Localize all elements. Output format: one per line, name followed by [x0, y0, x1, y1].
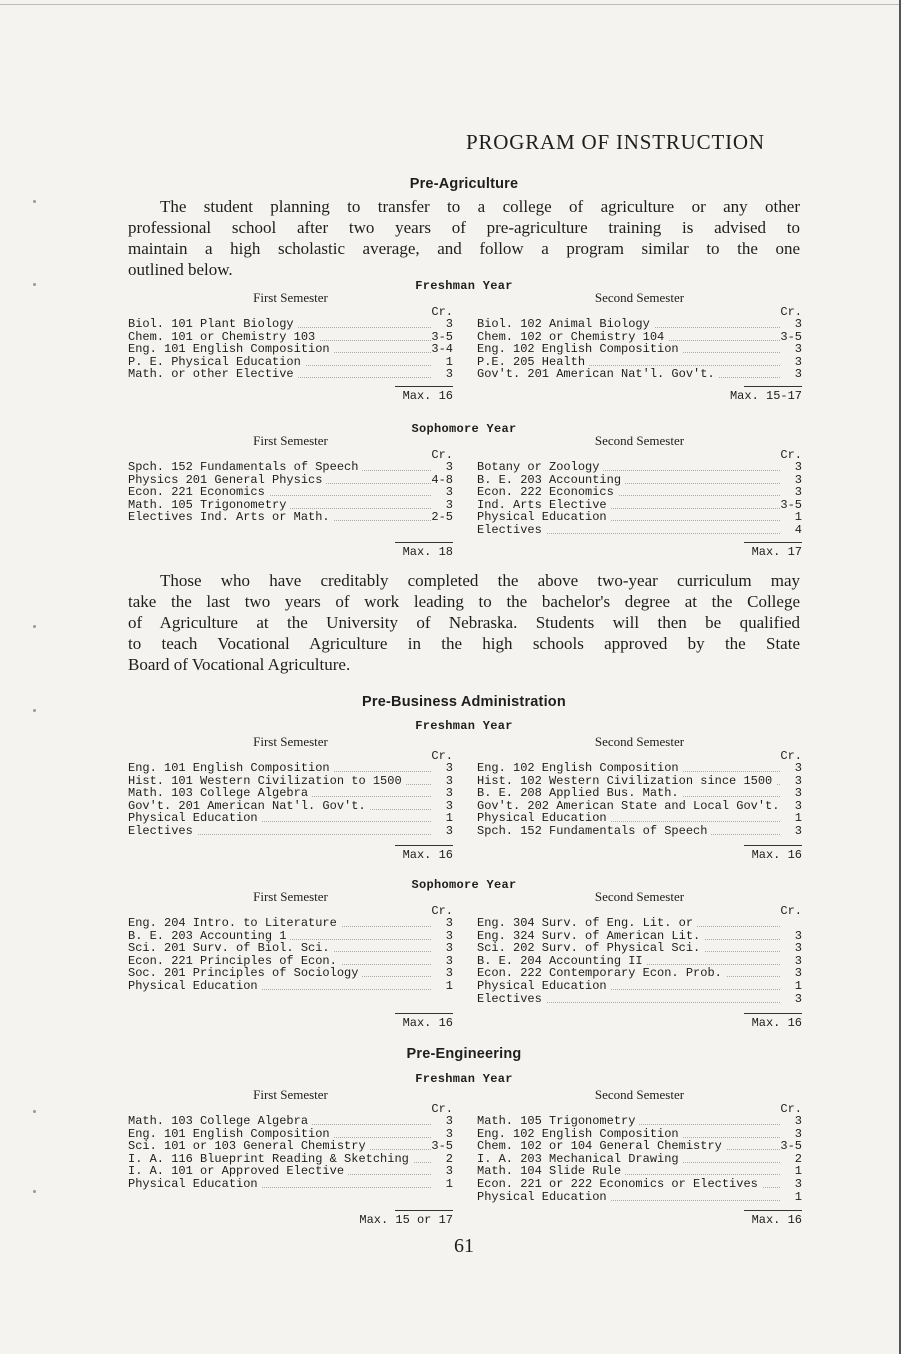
- course-name: Chem. 102 or 104 General Chemistry: [477, 1140, 726, 1153]
- course-name: Math. or other Elective: [128, 368, 298, 381]
- course-name: Gov't. 201 American Nat'l. Gov't.: [128, 800, 370, 813]
- course-name: Spch. 152 Fundamentals of Speech: [477, 825, 711, 838]
- course-name: Physical Education: [477, 812, 611, 825]
- course-name: Gov't. 202 American State and Local Gov't.: [477, 800, 783, 813]
- course-credits: 3: [794, 966, 802, 981]
- course-row: [128, 511, 453, 524]
- semester-heading: Second Semester: [594, 734, 685, 749]
- course-row: [128, 461, 453, 474]
- semester-block: [128, 891, 453, 1033]
- course-name: Eng. 101 English Composition: [128, 762, 334, 775]
- year-heading: Freshman Year: [415, 1072, 513, 1086]
- course-credits: 3: [445, 1114, 453, 1128]
- course-credits: 2: [445, 1151, 453, 1166]
- course-credits: 3: [445, 798, 453, 813]
- course-credits: 3-5: [780, 1139, 802, 1154]
- course-credits: 1: [445, 1176, 453, 1191]
- scan-speck: [33, 625, 36, 628]
- course-credits: 1: [445, 354, 453, 369]
- course-row: [477, 461, 802, 474]
- semester-heading: Second Semester: [594, 1087, 685, 1102]
- course-name: Econ. 221 Economics: [128, 486, 269, 499]
- course-row: [477, 762, 802, 775]
- course-name: Electives: [128, 825, 197, 838]
- scan-speck: [33, 200, 36, 203]
- course-row: [477, 1191, 802, 1204]
- course-name: Eng. 204 Intro. to Literature: [128, 917, 341, 930]
- course-credits: 3: [794, 460, 802, 474]
- max-rule: [395, 542, 453, 543]
- credit-column-header: Cr.: [780, 448, 802, 462]
- course-name: Math. 104 Slide Rule: [477, 1165, 625, 1178]
- max-credits: Max. 16: [402, 1016, 453, 1030]
- course-credits: 1: [794, 510, 802, 525]
- scan-speck: [33, 1190, 36, 1193]
- course-row: [128, 787, 453, 800]
- course-list: [128, 917, 453, 993]
- credit-column-header: Cr.: [431, 904, 453, 918]
- course-row: [128, 486, 453, 499]
- course-row: [128, 1178, 453, 1191]
- course-credits: 3: [794, 317, 802, 331]
- course-credits: 3: [794, 786, 802, 801]
- semester-heading: Second Semester: [594, 889, 685, 904]
- max-credits: Max. 16: [751, 1016, 802, 1030]
- credit-column-header: Cr.: [780, 1102, 802, 1116]
- course-row: [477, 825, 802, 838]
- semester-block: [128, 736, 453, 866]
- course-credits: 1: [445, 978, 453, 993]
- course-name: Electives: [477, 993, 546, 1006]
- course-name: P.E. 205 Health: [477, 356, 589, 369]
- course-list: [477, 917, 802, 1005]
- course-name: I. A. 116 Blueprint Reading & Sketching: [128, 1153, 413, 1166]
- course-row: [477, 917, 802, 930]
- max-rule: [395, 1013, 453, 1014]
- course-name: Botany or Zoology: [477, 461, 603, 474]
- course-name: Electives Ind. Arts or Math.: [128, 511, 334, 524]
- paragraph-line: maintain a high scholastic average, and follow a program similar to the one: [128, 239, 800, 258]
- max-rule: [744, 386, 802, 387]
- course-name: Physics 201 General Physics: [128, 474, 326, 487]
- course-name: Eng. 102 English Composition: [477, 343, 683, 356]
- course-name: Econ. 222 Contemporary Econ. Prob.: [477, 967, 726, 980]
- course-name: Eng. 102 English Composition: [477, 762, 683, 775]
- course-name: I. A. 101 or Approved Elective: [128, 1165, 348, 1178]
- course-credits: 3: [445, 367, 453, 382]
- paragraph-line: Board of Vocational Agriculture.: [128, 655, 351, 674]
- course-credits: 4-8: [431, 472, 453, 487]
- course-name: Physical Education: [477, 511, 611, 524]
- course-name: Sci. 202 Surv. of Physical Sci.: [477, 942, 704, 955]
- course-name: Electives: [477, 524, 546, 537]
- course-credits: 1: [794, 978, 802, 993]
- course-name: B. E. 203 Accounting: [477, 474, 625, 487]
- scan-speck: [33, 1110, 36, 1113]
- course-credits: 3: [445, 497, 453, 512]
- course-name: Sci. 201 Surv. of Biol. Sci.: [128, 942, 334, 955]
- course-row: [128, 1140, 453, 1153]
- course-credits: 3: [445, 773, 453, 788]
- course-credits: 3: [794, 342, 802, 357]
- course-name: Eng. 304 Surv. of Eng. Lit. or: [477, 917, 697, 930]
- course-name: Biol. 101 Plant Biology: [128, 318, 298, 331]
- semester-block: [477, 736, 802, 866]
- credit-column-header: Cr.: [431, 305, 453, 319]
- section-title-pre-agriculture: Pre-Agriculture: [409, 176, 519, 192]
- paragraph-line: The student planning to transfer to a college of agriculture or any other: [160, 197, 800, 216]
- course-credits: 3: [794, 1176, 802, 1191]
- course-credits: 3: [445, 928, 453, 943]
- course-name: B. E. 203 Accounting 1: [128, 930, 290, 943]
- course-credits: 3: [794, 823, 802, 838]
- course-name: Physical Education: [128, 812, 262, 825]
- semester-heading: First Semester: [253, 433, 328, 448]
- course-row: [128, 980, 453, 993]
- course-name: Econ. 222 Economics: [477, 486, 618, 499]
- course-row: [477, 980, 802, 993]
- course-credits: 3-4: [431, 342, 453, 357]
- max-credits: Max. 16: [751, 1213, 802, 1227]
- course-list: [128, 461, 453, 524]
- course-row: [477, 1115, 802, 1128]
- course-credits: 3: [794, 354, 802, 369]
- course-name: Hist. 102 Western Civilization since 1500: [477, 775, 776, 788]
- course-row: [477, 993, 802, 1006]
- closing-paragraph: [128, 570, 800, 675]
- course-credits: 3: [794, 367, 802, 382]
- course-row: [477, 1140, 802, 1153]
- max-credits: Max. 16: [402, 389, 453, 403]
- semester-heading: First Semester: [253, 1087, 328, 1102]
- course-list: [477, 762, 802, 838]
- course-row: [477, 343, 802, 356]
- course-name: B. E. 204 Accounting II: [477, 955, 647, 968]
- course-credits: 3: [445, 916, 453, 930]
- section-title-pre-engineering: Pre-Engineering: [406, 1046, 522, 1062]
- course-row: [128, 343, 453, 356]
- max-credits: Max. 15-17: [729, 389, 802, 403]
- course-credits: 3-5: [780, 329, 802, 344]
- semester-heading: Second Semester: [594, 433, 685, 448]
- top-edge-rule: [0, 4, 901, 5]
- credit-column-header: Cr.: [431, 448, 453, 462]
- course-name: Econ. 221 Principles of Econ.: [128, 955, 341, 968]
- course-row: [128, 917, 453, 930]
- intro-paragraph: [128, 196, 800, 280]
- credit-column-header: Cr.: [780, 904, 802, 918]
- course-name: Chem. 102 or Chemistry 104: [477, 331, 668, 344]
- max-rule: [744, 1013, 802, 1014]
- course-list: [477, 461, 802, 537]
- course-name: I. A. 203 Mechanical Drawing: [477, 1153, 683, 1166]
- max-rule: [395, 845, 453, 846]
- course-name: Econ. 221 or 222 Economics or Electives: [477, 1178, 762, 1191]
- semester-block: [477, 292, 802, 410]
- scan-speck: [33, 283, 36, 286]
- course-name: Eng. 101 English Composition: [128, 1128, 334, 1141]
- course-credits: 3: [794, 1126, 802, 1141]
- course-credits: 3: [445, 786, 453, 801]
- semester-block: [128, 1089, 453, 1231]
- scan-speck: [33, 709, 36, 712]
- course-list: [128, 762, 453, 838]
- course-credits: 3: [794, 773, 802, 788]
- credit-column-header: Cr.: [431, 749, 453, 763]
- course-credits: 3: [445, 317, 453, 331]
- year-heading: Freshman Year: [415, 279, 513, 293]
- course-credits: 3: [445, 966, 453, 981]
- max-rule: [744, 542, 802, 543]
- course-credits: 3: [794, 1114, 802, 1128]
- course-credits: 3: [445, 941, 453, 956]
- course-name: Spch. 152 Fundamentals of Speech: [128, 461, 362, 474]
- course-name: Physical Education: [128, 980, 262, 993]
- semester-heading: First Semester: [253, 290, 328, 305]
- course-credits: 3: [445, 1164, 453, 1179]
- paragraph-line: Those who have creditably completed the above two-year curriculum may: [160, 571, 800, 590]
- credit-column-header: Cr.: [780, 305, 802, 319]
- course-row: [477, 486, 802, 499]
- course-name: Math. 103 College Algebra: [128, 787, 312, 800]
- year-heading: Sophomore Year: [411, 422, 517, 436]
- semester-heading: First Semester: [253, 889, 328, 904]
- paragraph-line: to teach Vocational Agriculture in the high schools approved by the State: [128, 634, 800, 653]
- max-credits: Max. 16: [402, 848, 453, 862]
- course-name: Math. 105 Trigonometry: [477, 1115, 639, 1128]
- course-credits: 2-5: [431, 510, 453, 525]
- course-name: Gov't. 201 American Nat'l. Gov't.: [477, 368, 719, 381]
- course-credits: 3: [794, 991, 802, 1006]
- paragraph-line: of Agriculture at the University of Nebraska. Students will then be qualified: [128, 613, 800, 632]
- year-heading: Freshman Year: [415, 719, 513, 733]
- course-row: [128, 368, 453, 381]
- course-list: [477, 1115, 802, 1203]
- course-credits: 3: [794, 485, 802, 500]
- course-name: Physical Education: [128, 1178, 262, 1191]
- max-credits: Max. 18: [402, 545, 453, 559]
- course-row: [477, 524, 802, 537]
- course-name: Biol. 102 Animal Biology: [477, 318, 654, 331]
- course-name: Math. 105 Trigonometry: [128, 499, 290, 512]
- course-credits: 3: [794, 472, 802, 487]
- semester-heading: First Semester: [253, 734, 328, 749]
- course-row: [128, 1115, 453, 1128]
- max-rule: [395, 1210, 453, 1211]
- year-heading: Sophomore Year: [411, 878, 517, 892]
- course-name: B. E. 208 Applied Bus. Math.: [477, 787, 683, 800]
- semester-block: [128, 292, 453, 410]
- course-credits: 1: [445, 811, 453, 826]
- course-row: [128, 825, 453, 838]
- semester-block: [477, 435, 802, 565]
- max-credits: Max. 17: [751, 545, 802, 559]
- course-credits: 3: [445, 485, 453, 500]
- course-credits: 1: [794, 1164, 802, 1179]
- credit-column-header: Cr.: [780, 749, 802, 763]
- semester-block: [128, 435, 453, 565]
- course-credits: 3: [445, 1126, 453, 1141]
- running-head: PROGRAM OF INSTRUCTION: [466, 130, 765, 154]
- course-credits: 3: [794, 953, 802, 968]
- course-row: [128, 942, 453, 955]
- course-credits: 3-5: [780, 497, 802, 512]
- course-credits: 1: [794, 811, 802, 826]
- course-name: Soc. 201 Principles of Sociology: [128, 967, 362, 980]
- course-credits: 2: [794, 1151, 802, 1166]
- course-row: [477, 368, 802, 381]
- max-credits: Max. 15 or 17: [359, 1213, 453, 1227]
- course-row: [477, 1178, 802, 1191]
- credit-column-header: Cr.: [431, 1102, 453, 1116]
- course-credits: 3: [794, 941, 802, 956]
- course-credits: 3: [445, 953, 453, 968]
- course-row: [477, 942, 802, 955]
- section-title-pre-business: Pre-Business Administration: [362, 694, 566, 710]
- course-name: Eng. 102 English Composition: [477, 1128, 683, 1141]
- course-row: [477, 787, 802, 800]
- max-rule: [395, 386, 453, 387]
- course-credits: 3-5: [431, 329, 453, 344]
- paragraph-line: professional school after two years of pre-agriculture training is advised to: [128, 218, 800, 237]
- course-name: Eng. 101 English Composition: [128, 343, 334, 356]
- course-list: [477, 318, 802, 381]
- course-credits: 3-5: [431, 1139, 453, 1154]
- course-name: Math. 103 College Algebra: [128, 1115, 312, 1128]
- paragraph-line: take the last two years of work leading to the bachelor's degree at the College: [128, 592, 800, 611]
- course-name: Sci. 101 or 103 General Chemistry: [128, 1140, 370, 1153]
- course-list: [128, 1115, 453, 1191]
- max-credits: Max. 16: [751, 848, 802, 862]
- course-row: [128, 762, 453, 775]
- course-credits: 3: [445, 823, 453, 838]
- max-rule: [744, 1210, 802, 1211]
- course-list: [128, 318, 453, 381]
- course-name: Eng. 324 Surv. of American Lit.: [477, 930, 704, 943]
- course-row: [128, 318, 453, 331]
- course-credits: 4: [794, 522, 802, 537]
- course-name: Chem. 101 or Chemistry 103: [128, 331, 319, 344]
- course-name: Hist. 101 Western Civilization to 1500: [128, 775, 406, 788]
- max-rule: [744, 845, 802, 846]
- course-credits: 3: [794, 928, 802, 943]
- course-credits: 3: [445, 761, 453, 775]
- semester-heading: Second Semester: [594, 290, 685, 305]
- course-name: P. E. Physical Education: [128, 356, 305, 369]
- course-name: Physical Education: [477, 980, 611, 993]
- semester-block: [477, 891, 802, 1033]
- page-number: 61: [454, 1235, 474, 1257]
- course-credits: 1: [794, 1189, 802, 1204]
- course-name: Ind. Arts Elective: [477, 499, 611, 512]
- course-credits: 3: [794, 761, 802, 775]
- course-row: [477, 318, 802, 331]
- course-name: Physical Education: [477, 1191, 611, 1204]
- course-credits: 3: [445, 460, 453, 474]
- paragraph-line: outlined below.: [128, 260, 233, 279]
- semester-block: [477, 1089, 802, 1231]
- course-credits: 3: [794, 798, 802, 813]
